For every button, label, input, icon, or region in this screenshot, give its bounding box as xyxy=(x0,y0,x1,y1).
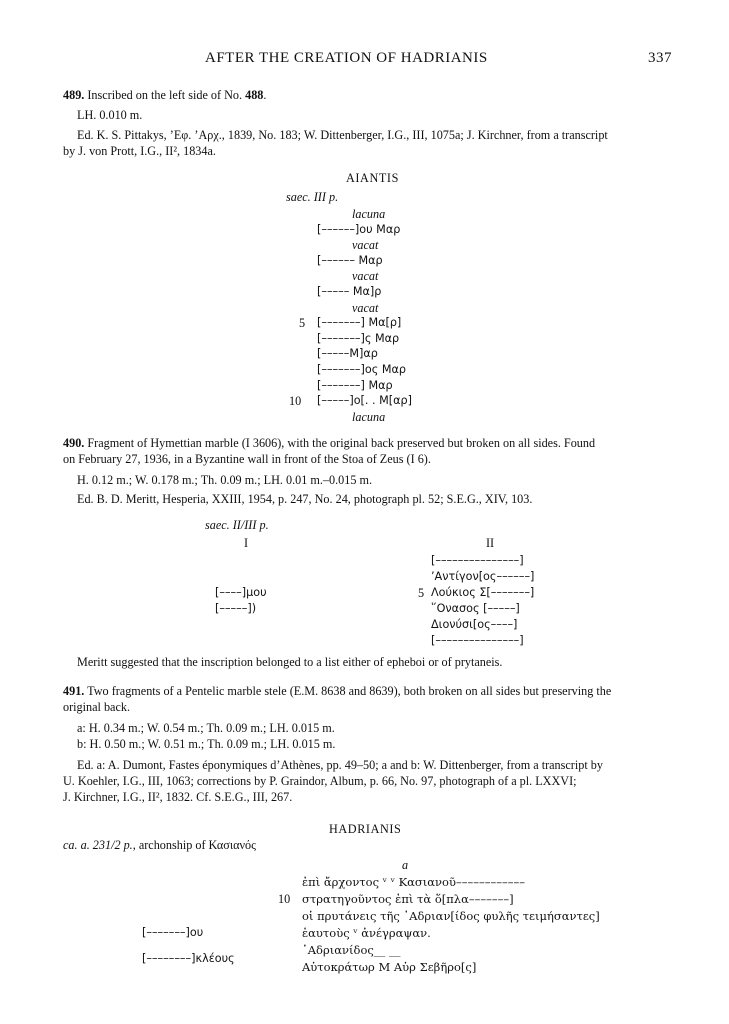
letter-height: LH. 0.010 m. xyxy=(77,108,143,122)
inscription-line: ῞Ονασος [–––––] xyxy=(431,602,520,615)
entry-number: 491. xyxy=(63,684,85,698)
page-number: 337 xyxy=(648,50,672,66)
inscription-note: vacat xyxy=(352,238,379,253)
inscription-line: [––––––]ου Μαρ xyxy=(317,222,401,236)
entry-number: 490. xyxy=(63,436,85,450)
dimensions: H. 0.12 m.; W. 0.178 m.; Th. 0.09 m.; LH. 0.01 m.–0.015 m. xyxy=(77,473,372,487)
entry-title: Inscribed on the left side of No. xyxy=(84,88,246,102)
line-number: 5 xyxy=(299,316,306,331)
inscription-line: [–––––]ο[. . Μ[αρ] xyxy=(317,394,412,408)
entry-490-heading xyxy=(63,436,595,451)
inscription-line: [–––––––]ς Μαρ xyxy=(317,331,400,345)
inscription-line: [–––––– Μαρ xyxy=(317,253,383,267)
entry-ref: 488 xyxy=(245,88,264,102)
inscription-line: Αὐτοκράτωρ Μ Αὐρ Σεβῆρο[ς] xyxy=(302,960,477,974)
entry-description: Two fragments of a Pentelic marble stele (E.M. 8638 and 8639), both broken on all sides but preserving the xyxy=(84,684,612,698)
inscription-line: [––––]μου xyxy=(215,586,267,599)
running-title: AFTER THE CREATION OF HADRIANIS xyxy=(205,50,488,66)
inscription-line: Λούκιος Σ[–––––––] xyxy=(431,586,535,599)
entry-491-heading xyxy=(63,684,611,699)
date-value: ca. a. 231/2 p. xyxy=(63,838,133,852)
archonship: , archonship of Κασιανός xyxy=(132,838,256,852)
line-number: 10 xyxy=(289,394,302,409)
tribe-heading: AIANTIS xyxy=(346,171,399,185)
tribe-heading: HADRIANIS xyxy=(329,822,402,836)
date-label xyxy=(63,838,256,853)
edition-line-2: U. Koehler, I.G., III, 1063; corrections by P. Graindor, Album, p. 66, No. 97, photograph of a pl. LXXVI; xyxy=(63,774,577,788)
inscription-line: ’Αντίγον[ος––––––] xyxy=(431,570,535,583)
inscription-line: [–––––]) xyxy=(215,602,257,615)
inscription-line: [–––––––] Μα[ρ] xyxy=(317,316,402,330)
column-head-ii: II xyxy=(486,536,495,550)
date-label: saec. III p. xyxy=(286,190,339,204)
edition-line-1: Ed. K. S. Pittakys, ’Εφ. ’Αρχ., 1839, No. 183; W. Dittenberger, I.G., III, 1075a; J. Kirchner, from a transcript xyxy=(77,128,608,142)
inscription-line: ἐπὶ ἄρχοντος ᵛ ᵛ Κασιανοῦ–––––––––––– xyxy=(302,875,525,889)
inscription-note: vacat xyxy=(352,269,379,284)
date-label: saec. II/III p. xyxy=(205,518,269,532)
line-number: 5 xyxy=(418,586,425,600)
inscription-line: Διονύσι[ος––––] xyxy=(431,618,518,631)
edition-line-2: by J. von Prott, I.G., II², 1834a. xyxy=(63,144,216,158)
fragment-label: a xyxy=(402,858,409,872)
edition-line: Ed. B. D. Meritt, Hesperia, XXIII, 1954, p. 247, No. 24, photograph pl. 52; S.E.G., XIV, 103. xyxy=(77,492,533,506)
line-number: 10 xyxy=(278,892,291,906)
dimensions-b: b: H. 0.50 m.; W. 0.51 m.; Th. 0.09 m.; LH. 0.015 m. xyxy=(77,737,336,751)
entry-description-2: original back. xyxy=(63,700,131,714)
inscription-line: ἑαυτοὺς ᵛ ἀνέγραψαν. xyxy=(302,926,431,940)
column-head-i: I xyxy=(244,536,249,550)
entry-title-end: . xyxy=(263,88,267,102)
inscription-line: οἱ πρυτάνεις τῆς ῾Αδριαν[ίδος φυλῆς τειμήσαντες] xyxy=(302,909,600,923)
inscription-line: [––––– Μα]ρ xyxy=(317,285,382,298)
commentary-note: Meritt suggested that the inscription belonged to a list either of epheboi or of prytaneis. xyxy=(77,655,503,669)
inscription-note: lacuna xyxy=(352,207,386,221)
inscription-line: ῾Αδριανίδος__ __ xyxy=(302,943,401,957)
inscription-line: [–––––Μ]αρ xyxy=(317,347,378,361)
entry-description: Fragment of Hymettian marble (I 3606), with the original back preserved but broken on all sides. Found xyxy=(84,436,596,450)
edition-line-1: Ed. a: A. Dumont, Fastes éponymiques d’Athènes, pp. 49–50; a and b: W. Dittenberger, from a transcript by xyxy=(77,758,603,772)
inscription-line: [––––––––]κλέους xyxy=(142,952,235,965)
inscription-line: στρατηγοῦντος ἐπὶ τὰ ὅ[πλα–––––––] xyxy=(302,892,514,906)
inscription-line: [–––––––––––––––] xyxy=(431,634,524,647)
inscription-note: lacuna xyxy=(352,409,386,424)
entry-number: 489. xyxy=(63,88,85,102)
inscription-line: [–––––––]ου xyxy=(142,926,204,939)
inscription-line: [–––––––]ος Μαρ xyxy=(317,363,406,376)
entry-description-2: on February 27, 1936, in a Byzantine wall in front of the Stoa of Zeus (I 6). xyxy=(63,452,431,466)
inscription-line: [–––––––] Μαρ xyxy=(317,378,393,392)
edition-line-3: J. Kirchner, I.G., II², 1832. Cf. S.E.G., III, 267. xyxy=(63,790,293,804)
dimensions-a: a: H. 0.34 m.; W. 0.54 m.; Th. 0.09 m.; LH. 0.015 m. xyxy=(77,721,335,735)
inscription-line: [–––––––––––––––] xyxy=(431,554,524,567)
entry-489-heading xyxy=(63,88,266,103)
inscription-note: vacat xyxy=(352,300,379,315)
